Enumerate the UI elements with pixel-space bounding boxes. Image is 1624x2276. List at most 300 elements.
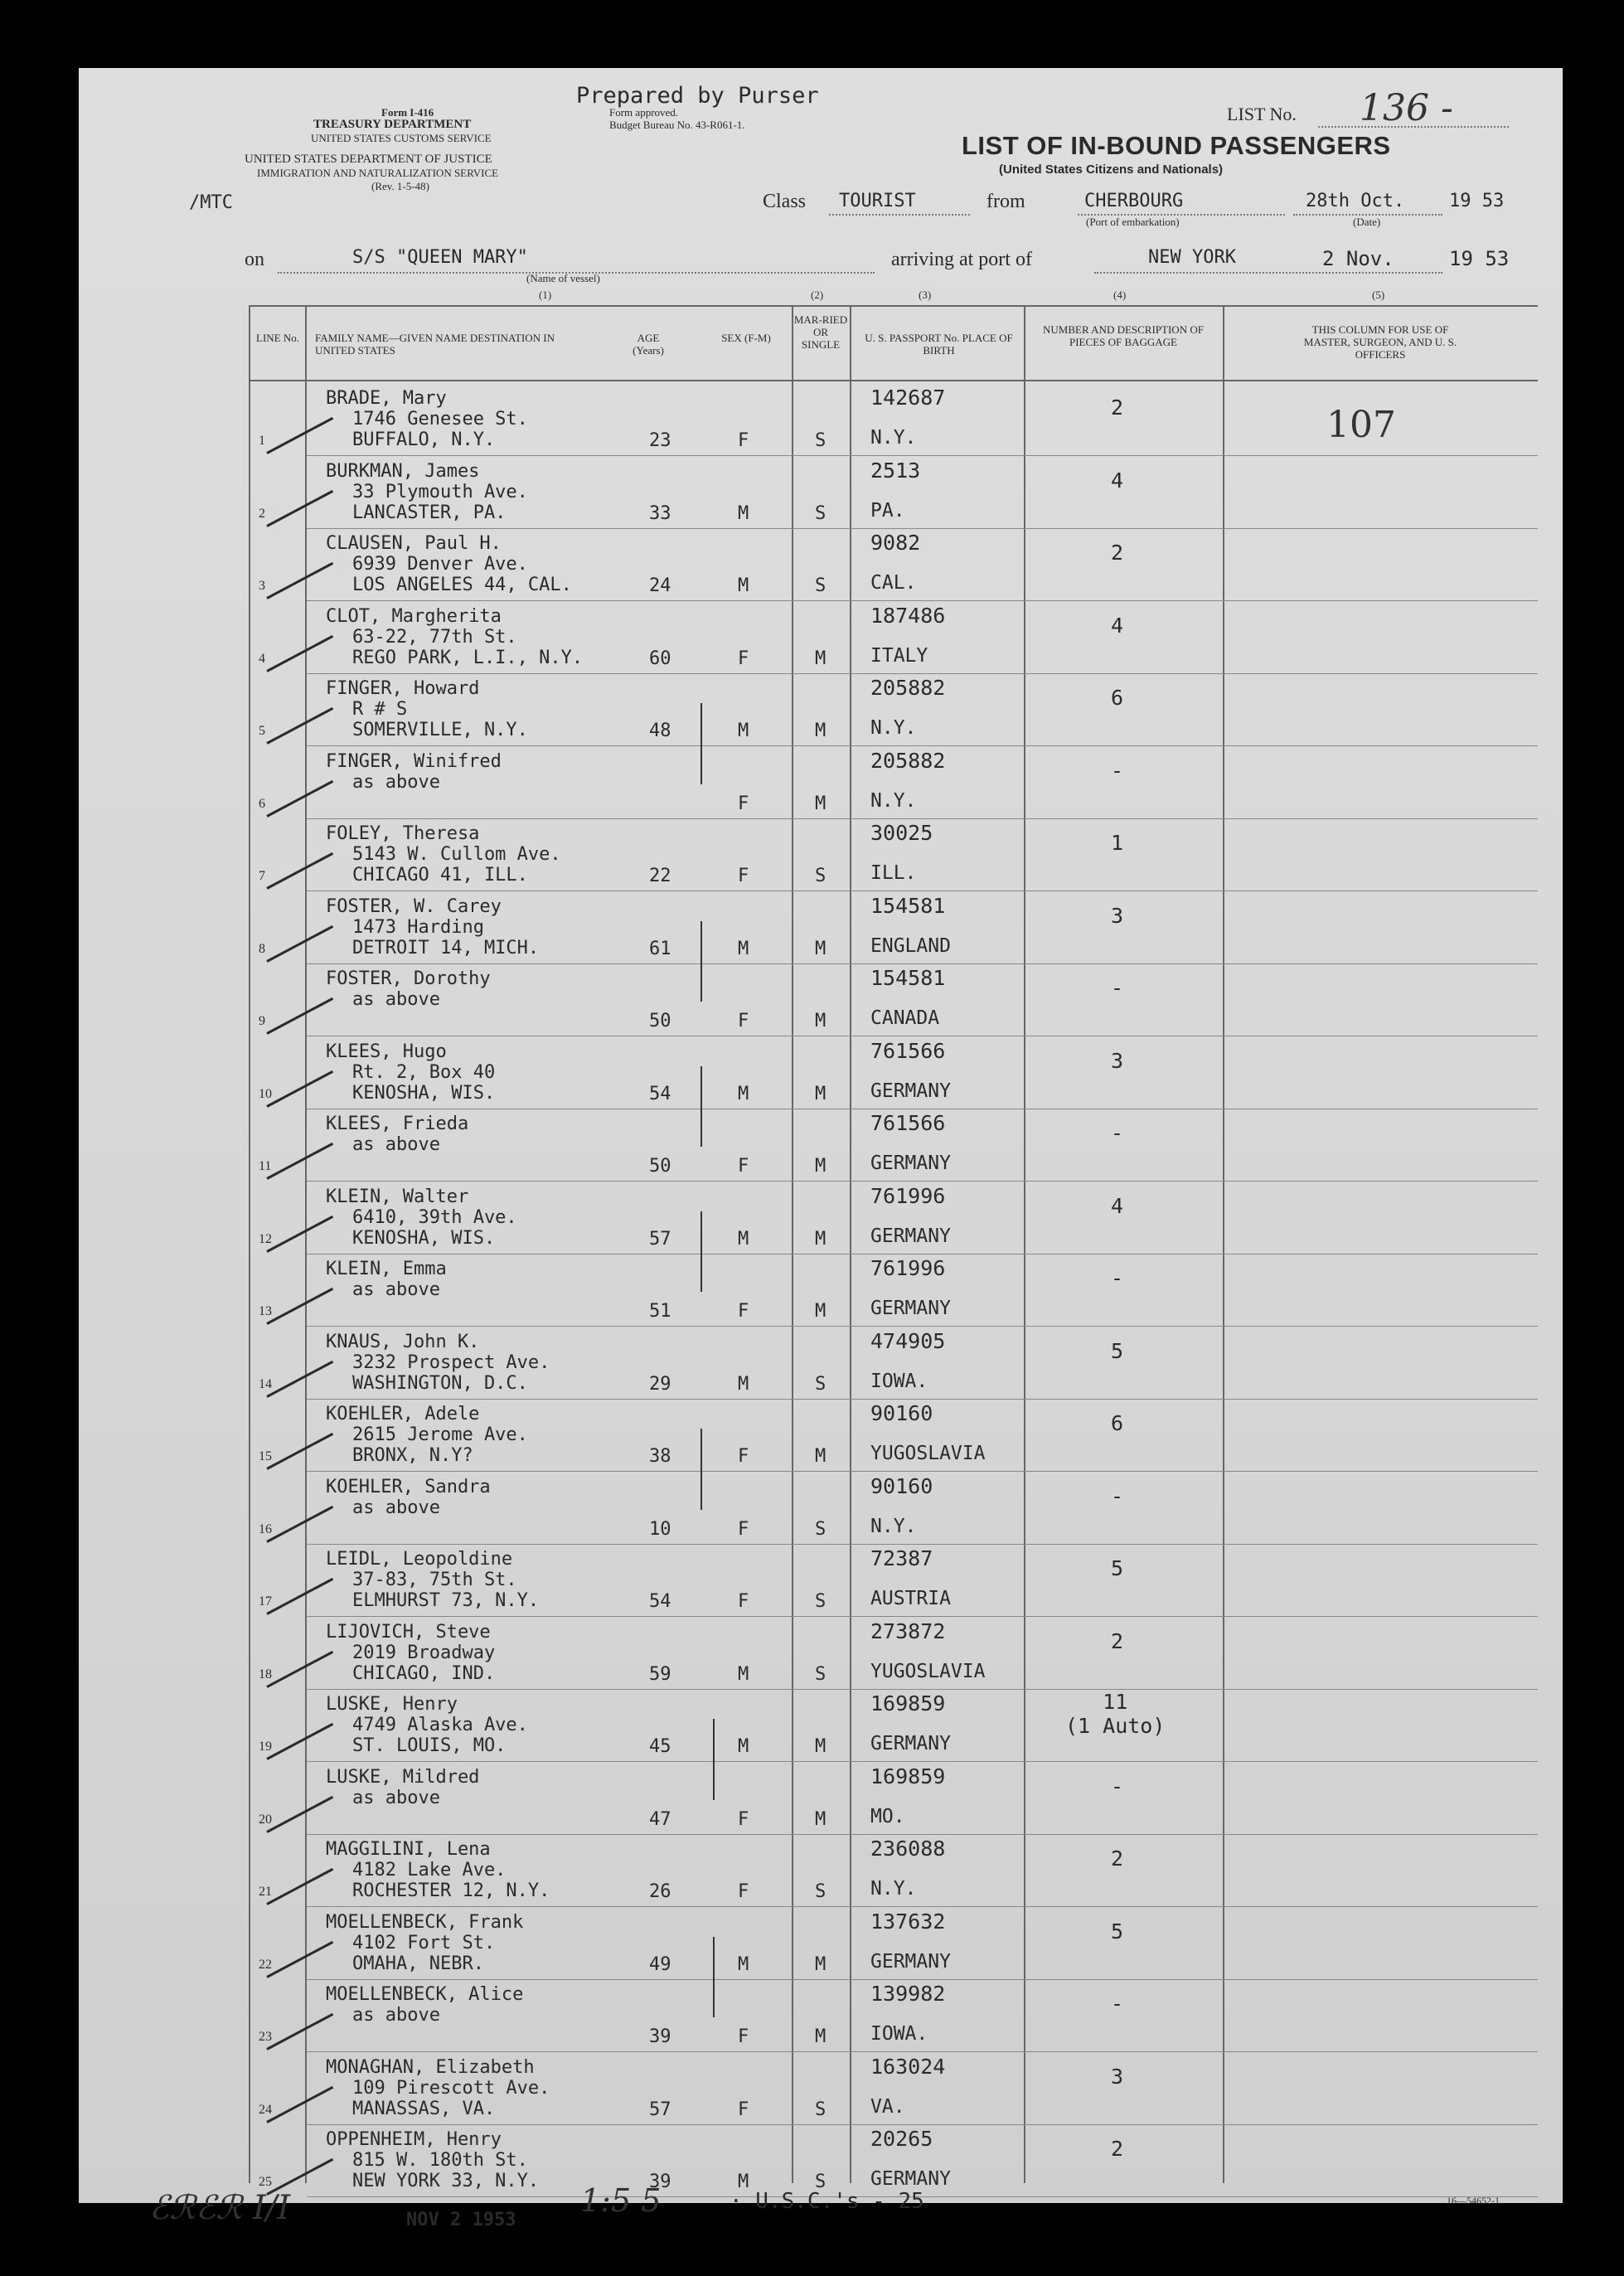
age: 39: [649, 2172, 671, 2192]
signature: ℰℛℰℛ I/I: [149, 2189, 291, 2227]
marital-status: M: [815, 793, 827, 814]
passenger-name: KLEES, Hugo: [326, 1041, 447, 1062]
check-mark: [266, 997, 333, 1035]
passenger-name: CLOT, Margherita: [326, 605, 502, 627]
total-count: · U.S.C.'s - 25: [730, 2189, 924, 2214]
sex: F: [738, 1881, 749, 1902]
sex: F: [738, 2099, 749, 2120]
place-of-birth: IOWA.: [870, 2023, 928, 2045]
doc-title: LIST OF IN-BOUND PASSENGERS: [962, 131, 1391, 160]
table-row: [249, 602, 1538, 675]
age: 26: [649, 1881, 671, 1902]
marital-status: S: [815, 430, 827, 451]
address-line-1: 3232 Prospect Ave.: [352, 1352, 550, 1373]
customs-service: UNITED STATES CUSTOMS SERVICE: [311, 132, 492, 144]
baggage-count: -: [1111, 1483, 1124, 1508]
address-line-2: BRONX, N.Y?: [352, 1445, 473, 1466]
passenger-name: OPPENHEIM, Henry: [326, 2129, 502, 2150]
col-header-married: MAR-RIED OR SINGLE: [793, 313, 848, 351]
check-mark: [266, 1578, 333, 1615]
baggage-count: 2: [1111, 1847, 1124, 1871]
doc-subtitle: (United States Citizens and Nationals): [999, 163, 1224, 177]
passport-number: 90160: [870, 1473, 933, 1498]
immigration-service: IMMIGRATION AND NATURALIZATION SERVICE: [257, 167, 499, 179]
age: 45: [649, 1736, 671, 1757]
check-mark: [266, 562, 333, 599]
marital-status: S: [815, 2099, 827, 2120]
baggage-count: -: [1111, 1774, 1124, 1798]
from-value: CHERBOURG: [1084, 191, 1184, 211]
age: 10: [649, 1518, 671, 1540]
table-row: [249, 1037, 1538, 1110]
check-mark: [266, 1940, 333, 1978]
passport-number: 761996: [870, 1256, 946, 1280]
baggage-count: 5: [1111, 1556, 1124, 1580]
place-of-birth: GERMANY: [870, 2168, 951, 2190]
marital-status: M: [815, 938, 827, 959]
baggage-count: 4: [1111, 613, 1124, 638]
col-num-5: (5): [1372, 289, 1385, 301]
baggage-count: -: [1111, 976, 1124, 1000]
address-line-2: REGO PARK, L.I., N.Y.: [352, 647, 584, 668]
line-number: 18: [259, 1667, 272, 1682]
table-row: [249, 1254, 1538, 1327]
address-line-2: NEW YORK 33, N.Y.: [352, 2171, 540, 2191]
passport-number: 761566: [870, 1111, 946, 1135]
baggage-count: -: [1111, 1266, 1124, 1290]
sex: F: [738, 648, 749, 669]
date-year: 19 53: [1449, 191, 1505, 211]
address-line-1: as above: [352, 1279, 440, 1300]
passenger-name: KNAUS, John K.: [326, 1331, 480, 1352]
sex: F: [738, 430, 749, 451]
passenger-name: CLAUSEN, Paul H.: [326, 533, 502, 554]
line-number: 11: [259, 1159, 272, 1173]
family-bracket: [701, 1429, 702, 1510]
baggage-count: 5: [1111, 1919, 1124, 1944]
address-line-1: as above: [352, 989, 440, 1010]
baggage-count: -: [1111, 758, 1124, 783]
line-number: 9: [259, 1014, 265, 1028]
table-row: [249, 892, 1538, 965]
passport-number: 273872: [870, 1618, 946, 1643]
table-row: [249, 1545, 1538, 1618]
passenger-name: LUSKE, Henry: [326, 1694, 458, 1715]
table-row: [249, 1908, 1538, 1981]
line-number: 19: [259, 1740, 272, 1754]
place-of-birth: IOWA.: [870, 1370, 928, 1392]
arriving-label: arriving at port of: [891, 249, 1032, 270]
address-line-1: 815 W. 180th St.: [352, 2150, 528, 2171]
line-number: 6: [259, 796, 265, 811]
place-of-birth: YUGOSLAVIA: [870, 1660, 986, 1682]
baggage-count: 11 (1 Auto): [1065, 1690, 1166, 1738]
passenger-name: KLEIN, Walter: [326, 1186, 469, 1207]
table-row: [249, 1690, 1538, 1763]
budget-bureau: Budget Bureau No. 43-R061-1.: [609, 119, 745, 131]
marital-status: M: [815, 1228, 827, 1250]
address-line-1: 6939 Denver Ave.: [352, 554, 528, 575]
revision: (Rev. 1-5-48): [371, 180, 429, 192]
line-number: 14: [259, 1376, 272, 1391]
marital-status: S: [815, 2172, 827, 2192]
sex: M: [738, 502, 749, 524]
from-label: from: [987, 191, 1025, 212]
check-mark: [266, 852, 333, 890]
line-number: 15: [259, 1449, 272, 1463]
baggage-count: 6: [1111, 1411, 1124, 1435]
place-of-birth: GERMANY: [870, 1298, 951, 1319]
stamp-date: NOV 2 1953: [406, 2210, 516, 2230]
baggage-count: 3: [1111, 903, 1124, 928]
line-number: 1: [259, 434, 265, 448]
address-line-1: as above: [352, 1497, 440, 1518]
class-label: Class: [763, 191, 807, 212]
marital-status: S: [815, 502, 827, 524]
vessel-name: S/S "QUEEN MARY": [352, 247, 528, 268]
check-mark: [266, 779, 333, 817]
check-mark: [266, 924, 333, 962]
marital-status: M: [815, 1953, 827, 1975]
address-line-1: 109 Pirescott Ave.: [352, 2077, 550, 2099]
baggage-count: 2: [1111, 2137, 1124, 2161]
age: 51: [649, 1301, 671, 1322]
list-no-value: 136 -: [1360, 87, 1453, 129]
age: 57: [649, 2099, 671, 2120]
line-number: 24: [259, 2102, 272, 2117]
address-line-2: ROCHESTER 12, N.Y.: [352, 1880, 550, 1901]
date-value: 28th Oct.: [1306, 191, 1405, 211]
sex: F: [738, 793, 749, 814]
place-of-birth: ILL.: [870, 862, 917, 884]
passenger-name: LUSKE, Mildred: [326, 1766, 480, 1788]
address-line-1: 4182 Lake Ave.: [352, 1860, 507, 1880]
marital-status: M: [815, 648, 827, 669]
line-number: 22: [259, 1957, 272, 1972]
age: 39: [649, 2026, 671, 2047]
address-line-1: 4102 Fort St.: [352, 1932, 496, 1953]
marital-status: S: [815, 1518, 827, 1540]
place-of-birth: ENGLAND: [870, 934, 951, 957]
col-header-baggage: NUMBER AND DESCRIPTION OF PIECES OF BAGGAGE: [1043, 323, 1204, 348]
family-bracket: [701, 1211, 702, 1293]
age: 29: [649, 1373, 671, 1395]
marital-status: M: [815, 1301, 827, 1322]
address-line-1: as above: [352, 1134, 440, 1155]
sex: F: [738, 1808, 749, 1830]
col-header-passport: U. S. PASSPORT No. PLACE OF BIRTH: [865, 332, 1013, 357]
marital-status: S: [815, 1663, 827, 1685]
marital-status: M: [815, 721, 827, 741]
line-number: 23: [259, 2030, 272, 2044]
line-number: 16: [259, 1521, 272, 1536]
table-row: [249, 2053, 1538, 2126]
marital-status: M: [815, 1808, 827, 1830]
on-label: on: [245, 249, 264, 270]
table-row: [249, 1109, 1538, 1182]
age: 59: [649, 1663, 671, 1685]
marital-status: M: [815, 1736, 827, 1757]
check-mark: [266, 1650, 333, 1687]
address-line-2: CHICAGO, IND.: [352, 1662, 496, 1684]
prepared-by: Prepared by Purser: [576, 83, 819, 109]
sex: F: [738, 2026, 749, 2047]
marital-status: M: [815, 1446, 827, 1467]
family-bracket: [713, 1937, 715, 2018]
justice-dept: UNITED STATES DEPARTMENT OF JUSTICE: [245, 153, 492, 166]
age: 23: [649, 430, 671, 451]
sex: M: [738, 1083, 749, 1104]
passport-number: 137632: [870, 1909, 946, 1934]
line-number: 2: [259, 506, 265, 521]
address-line-2: DETROIT 14, MICH.: [352, 937, 540, 958]
passenger-name: LEIDL, Leopoldine: [326, 1549, 513, 1570]
table-row: [249, 529, 1538, 602]
sex: F: [738, 1011, 749, 1031]
check-mark: [266, 707, 333, 745]
passenger-name: FINGER, Winifred: [326, 750, 502, 772]
age: 24: [649, 575, 671, 596]
place-of-birth: N.Y.: [870, 717, 917, 739]
check-mark: [266, 1868, 333, 1905]
family-bracket: [701, 1066, 702, 1148]
address-line-2: KENOSHA, WIS.: [352, 1082, 496, 1104]
age: 47: [649, 1808, 671, 1830]
marital-status: S: [815, 866, 827, 886]
passport-number: 72387: [870, 1546, 933, 1570]
address-line-1: as above: [352, 771, 440, 793]
passport-number: 154581: [870, 966, 946, 990]
line-number: 21: [259, 1885, 272, 1899]
check-mark: [266, 1433, 333, 1470]
check-mark: [266, 489, 333, 527]
passport-number: 169859: [870, 1691, 946, 1715]
arrival-year: 19 53: [1449, 247, 1510, 270]
sex: M: [738, 2172, 749, 2192]
marital-status: S: [815, 1591, 827, 1612]
baggage-count: 2: [1111, 541, 1124, 565]
marital-status: S: [815, 1881, 827, 1902]
line-number: 12: [259, 1231, 272, 1246]
form-approved: Form approved.: [609, 106, 679, 119]
sex: M: [738, 938, 749, 959]
check-mark: [266, 1505, 333, 1542]
col-header-line: LINE No.: [256, 332, 299, 344]
line-number: 20: [259, 1812, 272, 1827]
line-number: 25: [259, 2175, 272, 2189]
passport-number: 142687: [870, 386, 946, 410]
baggage-count: 3: [1111, 1048, 1124, 1073]
line-number: 3: [259, 579, 265, 593]
age: 49: [649, 1953, 671, 1975]
col-header-officers: THIS COLUMN FOR USE OF MASTER, SURGEON, AND U. S. OFFICERS: [1303, 323, 1457, 361]
col-num-2: (2): [811, 289, 824, 301]
passport-number: 474905: [870, 1328, 946, 1353]
col-num-1: (1): [539, 289, 552, 301]
marital-status: S: [815, 1373, 827, 1395]
sex: F: [738, 1301, 749, 1322]
passport-number: 139982: [870, 1982, 946, 2006]
marital-status: M: [815, 1156, 827, 1177]
passport-number: 9082: [870, 531, 921, 555]
col-header-sex: SEX (F-M): [721, 332, 771, 344]
place-of-birth: N.Y.: [870, 789, 917, 812]
age: 38: [649, 1446, 671, 1467]
age: 61: [649, 938, 671, 959]
family-bracket: [701, 703, 702, 784]
table-row: [249, 1618, 1538, 1691]
age: 50: [649, 1011, 671, 1031]
sex: F: [738, 1446, 749, 1467]
date-caption: (Date): [1353, 216, 1381, 228]
line-number: 17: [259, 1594, 272, 1609]
address-line-1: 1473 Harding: [352, 916, 484, 938]
passenger-name: MONAGHAN, Elizabeth: [326, 2056, 535, 2078]
passport-number: 205882: [870, 676, 946, 700]
place-of-birth: N.Y.: [870, 427, 917, 449]
check-mark: [266, 1143, 333, 1180]
address-line-1: R # S: [352, 699, 408, 720]
vessel-caption: (Name of vessel): [526, 272, 600, 284]
sex: F: [738, 866, 749, 886]
count-handwritten: 1:5 5: [580, 2182, 662, 2219]
age: 50: [649, 1156, 671, 1177]
baggage-count: 5: [1111, 1338, 1124, 1363]
passport-number: 2513: [870, 458, 921, 483]
passenger-name: FOSTER, Dorothy: [326, 968, 491, 989]
check-mark: [266, 2013, 333, 2050]
passenger-name: BRADE, Mary: [326, 388, 447, 409]
place-of-birth: ITALY: [870, 644, 928, 667]
place-of-birth: CANADA: [870, 1007, 940, 1029]
age: 57: [649, 1228, 671, 1250]
line-number: 8: [259, 941, 265, 956]
officer-note: 107: [1326, 404, 1396, 446]
table-row: [249, 964, 1538, 1037]
address-line-1: 4749 Alaska Ave.: [352, 1715, 528, 1735]
table-row: [249, 1400, 1538, 1473]
passport-number: 30025: [870, 821, 933, 845]
address-line-1: as above: [352, 1787, 440, 1808]
family-bracket: [713, 1719, 715, 1800]
passport-number: 163024: [870, 2054, 946, 2079]
line-number: 13: [259, 1304, 272, 1318]
table-row: [249, 1763, 1538, 1836]
place-of-birth: MO.: [870, 1805, 905, 1827]
address-line-2: SOMERVILLE, N.Y.: [352, 720, 528, 740]
baggage-count: -: [1111, 1121, 1124, 1145]
line-number: 5: [259, 724, 265, 738]
passenger-name: MOELLENBECK, Frank: [326, 1911, 524, 1933]
address-line-2: ELMHURST 73, N.Y.: [352, 1590, 540, 1611]
table-row: [249, 819, 1538, 892]
table-row: [249, 2125, 1538, 2198]
address-line-1: 5143 W. Cullom Ave.: [352, 844, 561, 865]
sex: F: [738, 1591, 749, 1612]
check-mark: [266, 634, 333, 672]
baggage-count: 4: [1111, 468, 1124, 493]
table-row: [249, 1182, 1538, 1255]
table-row: [249, 457, 1538, 530]
sex: M: [738, 1228, 749, 1250]
address-line-2: BUFFALO, N.Y.: [352, 429, 496, 450]
address-line-1: 37-83, 75th St.: [352, 1570, 517, 1590]
address-line-2: LOS ANGELES 44, CAL.: [352, 575, 572, 595]
passenger-name: LIJOVICH, Steve: [326, 1621, 491, 1643]
passenger-name: MOELLENBECK, Alice: [326, 1984, 524, 2005]
marital-status: S: [815, 575, 827, 596]
passport-number: 90160: [870, 1401, 933, 1425]
age: 60: [649, 648, 671, 669]
marital-status: M: [815, 1083, 827, 1104]
address-line-1: 33 Plymouth Ave.: [352, 481, 528, 502]
table-row: [249, 1473, 1538, 1546]
address-line-2: ST. LOUIS, MO.: [352, 1735, 507, 1756]
col-num-3: (3): [919, 289, 932, 301]
check-mark: [266, 1723, 333, 1760]
check-mark: [266, 2085, 333, 2123]
passenger-name: KOEHLER, Adele: [326, 1404, 480, 1424]
check-mark: [266, 1215, 333, 1252]
baggage-count: 2: [1111, 396, 1124, 420]
arrival-date: 2 Nov.: [1322, 247, 1394, 270]
sex: M: [738, 1663, 749, 1685]
check-mark: [266, 417, 333, 454]
address-line-2: CHICAGO 41, ILL.: [352, 865, 528, 886]
place-of-birth: N.Y.: [870, 1515, 917, 1537]
passenger-name: MAGGILINI, Lena: [326, 1839, 491, 1860]
table-row: [249, 674, 1538, 747]
address-line-1: 63-22, 77th St.: [352, 626, 517, 648]
baggage-count: 3: [1111, 2064, 1124, 2089]
place-of-birth: AUSTRIA: [870, 1588, 951, 1609]
place-of-birth: GERMANY: [870, 1080, 951, 1102]
check-mark: [266, 1288, 333, 1325]
marital-status: M: [815, 1011, 827, 1031]
col-header-age: AGE (Years): [633, 332, 664, 357]
passenger-name: KOEHLER, Sandra: [326, 1476, 491, 1497]
address-line-1: as above: [352, 2005, 440, 2026]
mtc-mark: /MTC: [189, 192, 233, 213]
passenger-name: KLEIN, Emma: [326, 1259, 447, 1279]
address-line-2: OMAHA, NEBR.: [352, 1953, 484, 1974]
sex: M: [738, 721, 749, 741]
place-of-birth: GERMANY: [870, 1153, 951, 1174]
baggage-count: -: [1111, 1992, 1124, 2016]
sex: M: [738, 1736, 749, 1757]
age: 54: [649, 1591, 671, 1612]
passport-number: 169859: [870, 1764, 946, 1788]
passenger-name: BURKMAN, James: [326, 460, 480, 482]
baggage-count: 6: [1111, 686, 1124, 710]
passport-number: 154581: [870, 893, 946, 918]
passenger-name: FOSTER, W. Carey: [326, 895, 502, 917]
passport-number: 761566: [870, 1038, 946, 1063]
line-number: 4: [259, 651, 265, 666]
address-line-2: WASHINGTON, D.C.: [352, 1372, 528, 1394]
table-row: [249, 747, 1538, 820]
treasury-dept: TREASURY DEPARTMENT: [313, 118, 472, 131]
sex: F: [738, 1518, 749, 1540]
address-line-1: Rt. 2, Box 40: [352, 1061, 496, 1083]
table-row: [249, 384, 1538, 457]
table-row: [249, 1327, 1538, 1400]
line-number: 7: [259, 869, 265, 883]
passport-number: 205882: [870, 748, 946, 773]
place-of-birth: GERMANY: [870, 1950, 951, 1973]
col-num-4: (4): [1113, 289, 1127, 301]
passenger-name: KLEES, Frieda: [326, 1114, 469, 1134]
